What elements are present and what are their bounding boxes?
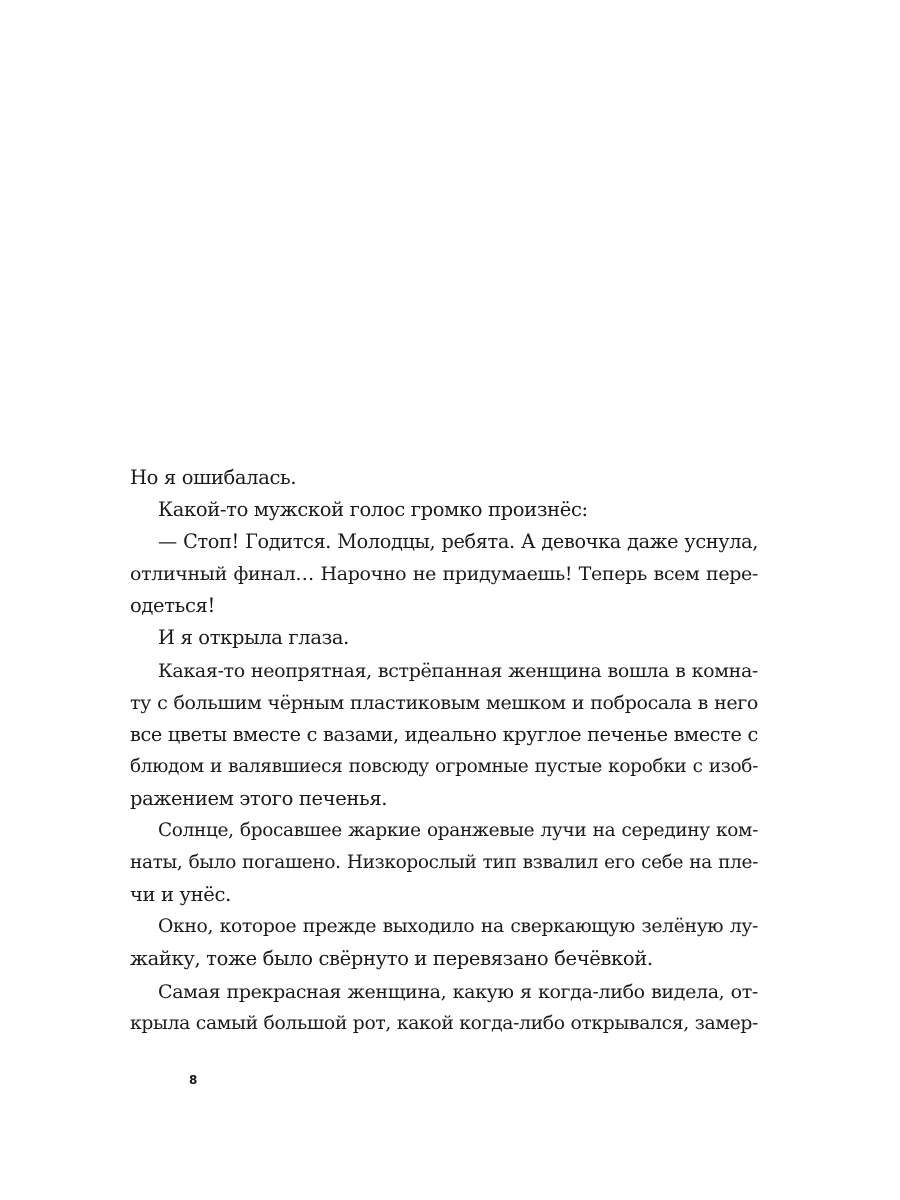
- page-body-text: [130, 462, 758, 1040]
- text-line: ражением этого печенья.: [130, 786, 388, 810]
- page-number: 8: [189, 1073, 198, 1087]
- text-line: блюдом и валявшиеся повсюду огромные пустые коробки с изоб-: [130, 755, 758, 777]
- text-line: крыла самый большой рот, какой когда-либо открывался, замер-: [130, 1012, 758, 1034]
- text-line: Какой-то мужской голос громко произнёс:: [158, 498, 588, 522]
- text-line: Окно, которое прежде выходило на сверкающую зелёную лу-: [158, 916, 758, 938]
- text-line: жайку, тоже было свёрнуто и перевязано бечёвкой.: [130, 947, 653, 971]
- text-line: чи и унёс.: [130, 883, 231, 907]
- text-line: одеться!: [130, 594, 215, 618]
- text-line: все цветы вместе с вазами, идеально круглое печенье вместе с: [130, 722, 758, 746]
- text-line: — Стоп! Годится. Молодцы, ребята. А девочка даже уснула,: [158, 530, 758, 554]
- text-line: наты, было погашено. Низкорослый тип взвалил его себе на пле-: [130, 852, 758, 874]
- text-line: Самая прекрасная женщина, какую я когда-либо видела, от-: [158, 980, 758, 1003]
- text-line: Солнце, бросавшее жаркие оранжевые лучи на середину ком-: [158, 820, 758, 842]
- text-line: И я открыла глаза.: [158, 626, 350, 650]
- text-line: Какая-то неопрятная, встрёпанная женщина вошла в комна-: [158, 659, 758, 682]
- text-line: ту с большим чёрным пластиковым мешком и побросала в него: [130, 691, 758, 714]
- text-line: отличный финал… Нарочно не придумаешь! Теперь всем пере-: [130, 563, 758, 586]
- text-line: Но я ошибалась.: [130, 466, 297, 489]
